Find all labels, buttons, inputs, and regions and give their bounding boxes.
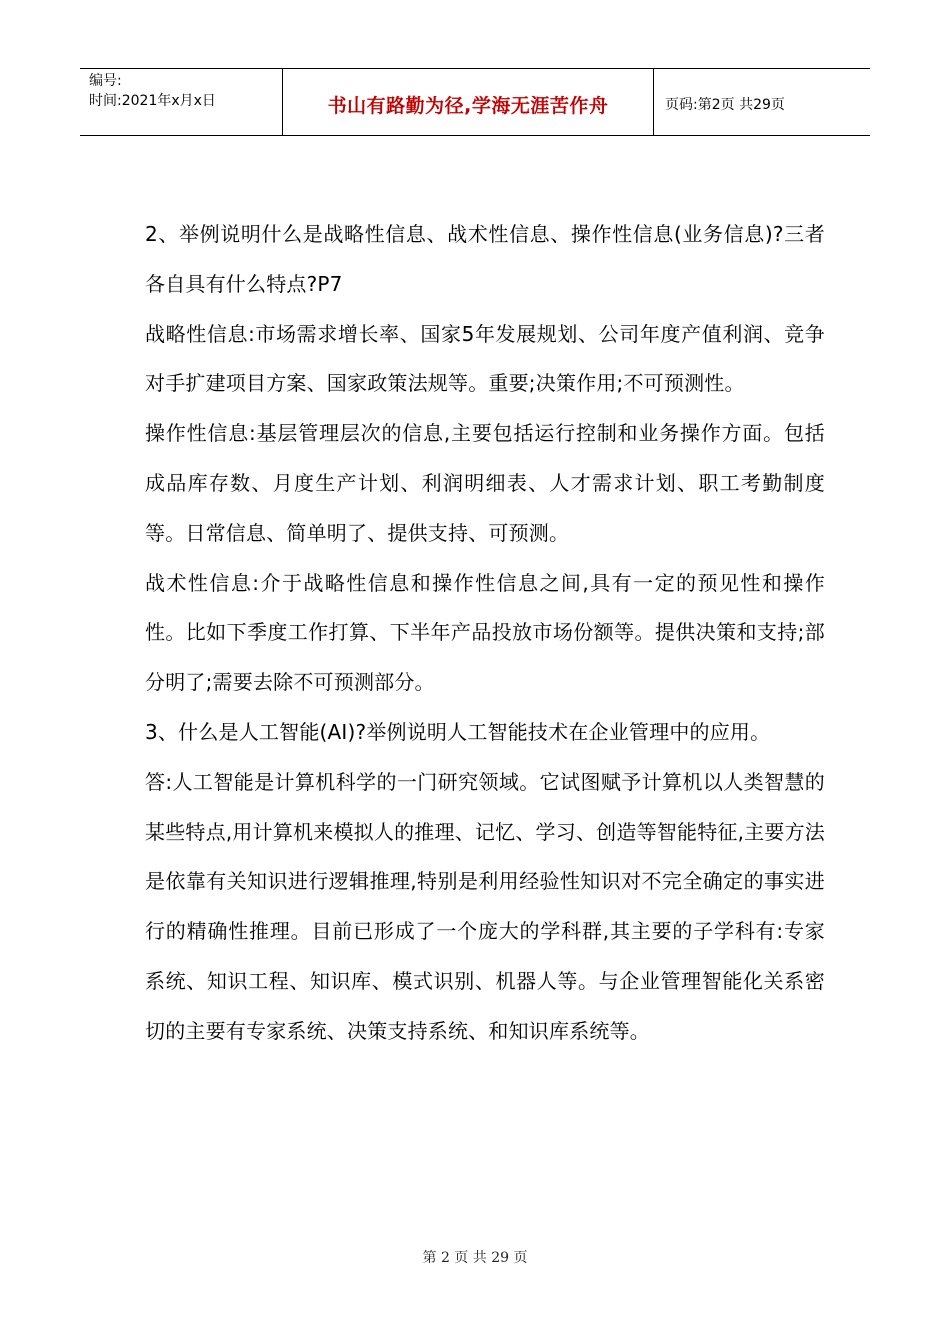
strategic-info-paragraph: 战略性信息:市场需求增长率、国家5年发展规划、公司年度产值利润、竞争对手扩建项目方案、国家政策法规等。重要;决策作用;不可预测性。 (145, 321, 825, 396)
number-label: 编号: (89, 73, 122, 89)
date-label: 时间:2021年x月x日 (89, 93, 216, 109)
header-page-info: 页码:第2页 共29页 (665, 97, 785, 113)
question-2: 2、举例说明什么是战略性信息、战术性信息、操作性信息(业务信息)?三者各自具有什么特点?P7 (145, 222, 825, 296)
question-3: 3、什么是人工智能(AI)?举例说明人工智能技术在企业管理中的应用。 (145, 719, 771, 744)
page-header (80, 68, 870, 136)
header-motto: 书山有路勤为径,学海无涯苦作舟 (327, 95, 609, 117)
answer-3-paragraph: 答:人工智能是计算机科学的一门研究领域。它试图赋予计算机以人类智慧的某些特点,用计算机来模拟人的推理、记忆、学习、创造等智能特征,主要方法是依靠有关知识进行逻辑推理,特别是利用经验性知识对不完全确定的事实进行的精确性推理。目前已形成了一个庞大的学科群,其主要的子学科有:专家系统、知识工程、知识库、模式识别、机器人等。与企业管理智能化关系密切的主要有专家系统、决策支持系统、和知识库系统等。 (145, 769, 825, 1043)
operational-info-paragraph: 操作性信息:基层管理层次的信息,主要包括运行控制和业务操作方面。包括成品库存数、月度生产计划、利润明细表、人才需求计划、职工考勤制度等。日常信息、简单明了、提供支持、可预测。 (145, 421, 825, 545)
header-meta (89, 71, 216, 111)
header-divider-right (653, 69, 654, 135)
page-footer: 第 2 页 共 29 页 (422, 1250, 528, 1266)
tactical-info-paragraph: 战术性信息:介于战略性信息和操作性信息之间,具有一定的预见性和操作性。比如下季度工作打算、下半年产品投放市场份额等。提供决策和支持;部分明了;需要去除不可预测部分。 (145, 570, 825, 695)
document-body (145, 210, 825, 1057)
